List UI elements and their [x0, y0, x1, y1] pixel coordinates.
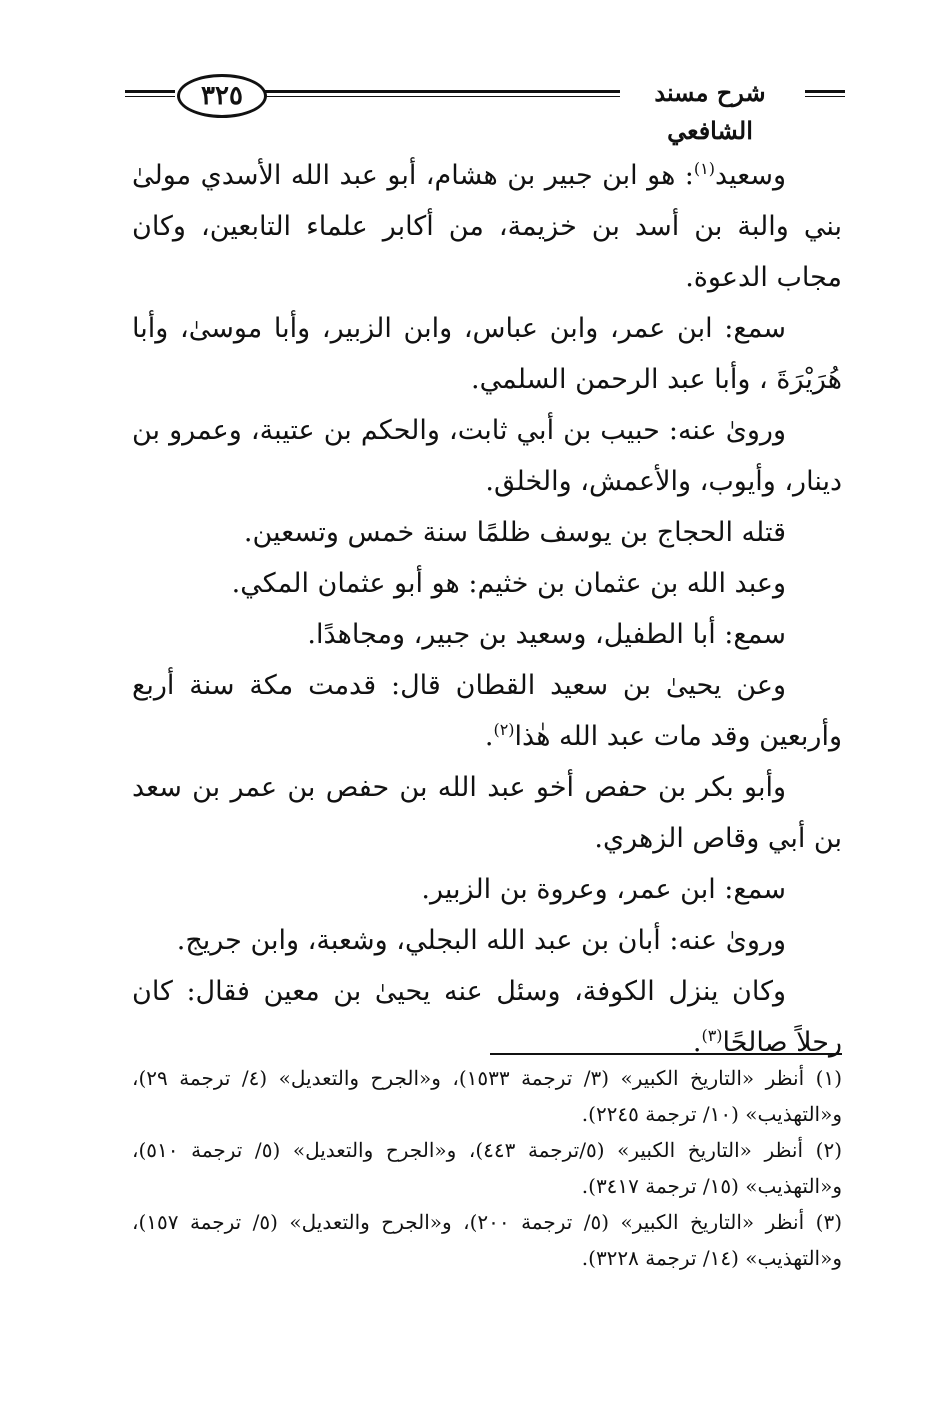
page-number: ٣٢٥: [177, 74, 267, 118]
paragraph: [132, 660, 842, 762]
paragraph: وعبد الله بن عثمان بن خثيم: هو أبو عثمان المكي.: [231, 568, 786, 599]
footnote-marker: (٣): [701, 1026, 723, 1045]
paragraph: سمع: ابن عمر، وابن عباس، وابن الزبير، وأبا موسىٰ، وأبا هُرَيْرَةَ ، وأبا عبد الرحمن السلمي.: [132, 313, 842, 395]
paragraph-text: وعن يحيىٰ بن سعيد القطان قال: قدمت مكة سنة أربع وأربعين وقد مات عبد الله هٰذا: [132, 670, 842, 752]
paragraph-text: وكان ينزل الكوفة، وسئل عنه يحيىٰ بن معين فقال: كان رجلاً صالحًا: [132, 976, 842, 1058]
header-rule-left: [125, 90, 175, 97]
paragraph: سمع: ابن عمر، وعروة بن الزبير.: [421, 874, 786, 905]
paragraph: [132, 150, 842, 303]
paragraph-text: : هو ابن جبير بن هشام، أبو عبد الله الأسدي مولىٰ بني والبة بن أسد بن خزيمة، من أكابر علماء التابعين، وكان مجاب الدعوة.: [132, 160, 842, 293]
paragraph: وأبو بكر بن حفص أخو عبد الله بن حفص بن عمر بن سعد بن أبي وقاص الزهري.: [132, 772, 842, 854]
running-title: شرح مسند الشافعي: [620, 74, 800, 150]
paragraph: قتله الحجاج بن يوسف ظلمًا سنة خمس وتسعين.: [243, 517, 786, 548]
header-rule-right: [805, 90, 845, 97]
page-header: [125, 70, 845, 145]
footnote-marker: (١): [693, 159, 715, 178]
footnote: (٣) أنظر «التاريخ الكبير» (٥/ ترجمة ٢٠٠)، و«الجرح والتعديل» (٥/ ترجمة ١٥٧)، و«التهذيب» (١٤/ ترجمة ٣٢٢٨).: [132, 1210, 842, 1270]
paragraph: وروىٰ عنه: أبان بن عبد الله البجلي، وشعبة، وابن جريج.: [176, 925, 786, 956]
paragraph: وروىٰ عنه: حبيب بن أبي ثابت، والحكم بن عتيبة، وعمرو بن دينار، وأيوب، والأعمش، والخلق.: [132, 415, 842, 497]
footnote-separator: [490, 1053, 842, 1055]
footnote-marker: (٢): [493, 720, 515, 739]
paragraph-text: .: [692, 1027, 702, 1058]
paragraph: سمع: أبا الطفيل، وسعيد بن جبير، ومجاهدًا.: [307, 619, 786, 650]
footnotes: [132, 1060, 842, 1276]
paragraph-text: وسعيد: [714, 160, 786, 191]
main-text: [132, 150, 842, 1068]
footnote: (١) أنظر «التاريخ الكبير» (٣/ ترجمة ١٥٣٣)، و«الجرح والتعديل» (٤/ ترجمة ٢٩)، و«التهذيب» (١٠/ ترجمة ٢٢٤٥).: [132, 1066, 842, 1126]
paragraph-text: .: [484, 721, 494, 752]
footnote: (٢) أنظر «التاريخ الكبير» (٥/ترجمة ٤٤٣)، و«الجرح والتعديل» (٥/ ترجمة ٥١٠)، و«التهذيب» (١٥/ ترجمة ٣٤١٧).: [132, 1138, 842, 1198]
